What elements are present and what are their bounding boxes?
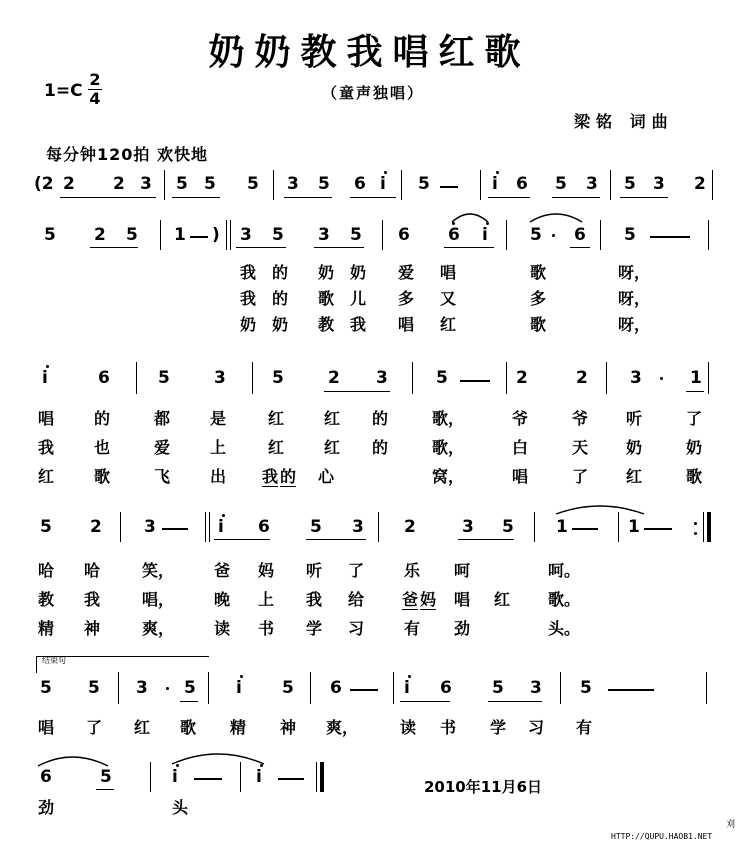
note: 6 — [398, 225, 410, 245]
note: 5 — [100, 767, 112, 787]
note: 6 — [258, 517, 270, 537]
lyric-char: 红 — [494, 590, 511, 609]
lyric-char: 书 — [440, 718, 457, 737]
lyric-char: 笑， — [142, 561, 175, 580]
note: i — [218, 517, 224, 537]
lyric-char: 头 — [172, 798, 189, 817]
lyric-char: 红 — [268, 438, 285, 457]
note: 2 — [90, 517, 102, 537]
lyric-char: 多 — [530, 289, 547, 308]
note: 3 — [630, 368, 642, 388]
lyric-char: 上 — [210, 438, 227, 457]
lyric-char: 呀， — [618, 289, 651, 308]
site-watermark: HTTP://QUPU.HAOB1.NET — [611, 832, 713, 841]
note: 3 — [144, 517, 156, 537]
note: 2 — [576, 368, 588, 388]
note: 5 — [44, 225, 56, 245]
lyric-char: 歌 — [530, 263, 547, 282]
lyric-char: 心 — [318, 467, 335, 486]
lyric-char: 妈 — [258, 561, 275, 580]
note: 3 — [352, 517, 364, 537]
note: i — [482, 225, 488, 245]
lyric-char: 红 — [134, 718, 151, 737]
stray-mark: 刈 — [726, 820, 736, 830]
lyric-char: 精 — [230, 718, 247, 737]
lyric-char: 爱 — [154, 438, 171, 457]
note: 3 — [376, 368, 388, 388]
note: 3 — [318, 225, 330, 245]
lyric-char: 歌， — [432, 438, 465, 457]
lyric-char: 的 — [272, 263, 289, 282]
note: 5 — [624, 174, 636, 194]
lyric-char: 歌 — [530, 315, 547, 334]
note: 3 — [240, 225, 252, 245]
note: 5 — [184, 678, 196, 698]
lyric-char: 唱 — [398, 315, 415, 334]
lyric-char: 出 — [210, 467, 227, 486]
lyric-char: 是 — [210, 409, 227, 428]
note: 5 — [502, 517, 514, 537]
lyric-char: 都 — [154, 409, 171, 428]
note: 2 — [63, 174, 75, 194]
lyric-char: 的 — [280, 467, 297, 486]
note: 1 — [556, 517, 568, 537]
lyric-char: 歌 — [686, 467, 703, 486]
lyric-char: 天 — [572, 438, 589, 457]
note: 5 — [272, 225, 284, 245]
lyric-char: 爸 — [402, 590, 419, 609]
lyric-char: 劲 — [454, 619, 471, 638]
lyric-char: 爸 — [214, 561, 231, 580]
lyric-char: 我 — [38, 438, 55, 457]
lyric-char: 红 — [626, 467, 643, 486]
lyric-char: 呀， — [618, 315, 651, 334]
lyric-char: 晚 — [214, 590, 231, 609]
lyric-char: 听 — [306, 561, 323, 580]
time-denominator: 4 — [89, 89, 101, 108]
note: 2 — [94, 225, 106, 245]
lyric-char: 我 — [262, 467, 279, 486]
note: 5 — [204, 174, 216, 194]
date-stamp: 2010年11月6日 — [424, 778, 543, 796]
lyric-char: 唱 — [38, 718, 55, 737]
note: 5 — [176, 174, 188, 194]
note: 3 — [586, 174, 598, 194]
lyric-char: 唱 — [454, 590, 471, 609]
note: 5 — [126, 225, 138, 245]
lyric-char: 听 — [626, 409, 643, 428]
lyric-char: 奶 — [626, 438, 643, 457]
note: 5 — [530, 225, 542, 245]
lyric-char: 头。 — [548, 619, 581, 638]
note: 3 — [653, 174, 665, 194]
lyric-char: 我 — [84, 590, 101, 609]
note: i — [236, 678, 242, 698]
note: 2 — [113, 174, 125, 194]
lyric-char: 唱， — [142, 590, 175, 609]
note: i — [42, 368, 48, 388]
note: 5 — [580, 678, 592, 698]
lyric-char: 红 — [38, 467, 55, 486]
lyric-char: 奶 — [318, 263, 335, 282]
lyric-char: 奶 — [350, 263, 367, 282]
lyric-char: 多 — [398, 289, 415, 308]
note: 5 — [555, 174, 567, 194]
lyric-char: 又 — [440, 289, 457, 308]
lyric-char: 呀， — [618, 263, 651, 282]
note: 3 — [287, 174, 299, 194]
lyric-char: 哈 — [38, 561, 55, 580]
note: 6 — [354, 174, 366, 194]
note: 6 — [98, 368, 110, 388]
lyric-char: 教 — [38, 590, 55, 609]
note: 2 — [694, 174, 706, 194]
lyric-char: 奶 — [272, 315, 289, 334]
lyric-char: 飞 — [154, 467, 171, 486]
lyric-char: 儿 — [350, 289, 367, 308]
lyric-char: 习 — [528, 718, 545, 737]
note: i — [404, 678, 410, 698]
lyric-char: 学 — [306, 619, 323, 638]
note: i — [172, 767, 178, 787]
lyric-char: 我 — [240, 263, 257, 282]
note: 2 — [516, 368, 528, 388]
note: i — [492, 174, 498, 194]
lyric-char: 爱 — [398, 263, 415, 282]
lyric-char: 了 — [86, 718, 103, 737]
lyric-char: 学 — [490, 718, 507, 737]
lyric-char: 唱 — [440, 263, 457, 282]
lyric-char: 也 — [94, 438, 111, 457]
lyric-char: 歌， — [432, 409, 465, 428]
song-subtitle: （童声独唱） — [322, 84, 425, 102]
note: 5 — [40, 678, 52, 698]
lyric-char: 呵 — [454, 561, 471, 580]
lyric-char: 歌 — [180, 718, 197, 737]
lyric-char: 窝， — [432, 467, 465, 486]
note: 2 — [328, 368, 340, 388]
lyric-char: 乐 — [404, 561, 421, 580]
song-title: 奶奶教我唱红歌 — [208, 32, 531, 73]
lyric-char: 了 — [572, 467, 589, 486]
tempo-marking: 每分钟120拍 欢快地 — [46, 145, 208, 164]
time-numerator: 2 — [89, 70, 101, 89]
lyric-char: 习 — [348, 619, 365, 638]
lyric-char: 神 — [84, 619, 101, 638]
note: 5 — [88, 678, 100, 698]
note: i — [256, 767, 262, 787]
note: 3 — [462, 517, 474, 537]
lyric-char: 了 — [348, 561, 365, 580]
note: 5 — [272, 368, 284, 388]
lyric-char: 歌 — [94, 467, 111, 486]
lyric-char: 爽， — [326, 718, 359, 737]
lyric-char: 有 — [404, 619, 421, 638]
note: 3 — [140, 174, 152, 194]
note: 1 — [174, 225, 186, 245]
lyric-char: 的 — [372, 409, 389, 428]
lyric-char: 读 — [214, 619, 231, 638]
lyric-char: 奶 — [686, 438, 703, 457]
note: 2 — [404, 517, 416, 537]
note: 5 — [310, 517, 322, 537]
note: 6 — [330, 678, 342, 698]
note: 6 — [516, 174, 528, 194]
lyric-char: 的 — [272, 289, 289, 308]
lyric-char: 爽， — [142, 619, 175, 638]
lyric-char: 红 — [324, 409, 341, 428]
lyric-char: 我 — [350, 315, 367, 334]
note: (2 — [34, 174, 54, 194]
note: 6 — [440, 678, 452, 698]
key-signature: 1=C — [44, 81, 83, 101]
lyric-char: 给 — [348, 590, 365, 609]
note: 5 — [282, 678, 294, 698]
lyric-char: 书 — [258, 619, 275, 638]
lyric-char: 唱 — [512, 467, 529, 486]
lyric-char: 妈 — [420, 590, 437, 609]
lyric-char: 了 — [686, 409, 703, 428]
closing-paren: ) — [212, 225, 220, 245]
note: 5 — [247, 174, 259, 194]
lyric-char: 的 — [94, 409, 111, 428]
note: 5 — [492, 678, 504, 698]
note: 6 — [40, 767, 52, 787]
note: 5 — [40, 517, 52, 537]
lyric-char: 歌。 — [548, 590, 581, 609]
note: 5 — [418, 174, 430, 194]
lyric-char: 精 — [38, 619, 55, 638]
lyric-char: 教 — [318, 315, 335, 334]
note: 3 — [214, 368, 226, 388]
lyric-char: 呵。 — [548, 561, 581, 580]
lyric-char: 红 — [268, 409, 285, 428]
ending-label: 结束句 — [42, 656, 66, 665]
lyric-char: 神 — [280, 718, 297, 737]
lyric-char: 白 — [512, 438, 529, 457]
lyric-char: 红 — [324, 438, 341, 457]
note: 3 — [136, 678, 148, 698]
composer-credit: 梁铭 词曲 — [574, 112, 674, 131]
lyric-char: 读 — [400, 718, 417, 737]
lyric-char: 劲 — [38, 798, 55, 817]
lyric-char: 我 — [306, 590, 323, 609]
note: 6 — [574, 225, 586, 245]
lyric-char: 唱 — [38, 409, 55, 428]
note: 5 — [158, 368, 170, 388]
note: 6 — [448, 225, 460, 245]
lyric-char: 我 — [240, 289, 257, 308]
note: 5 — [436, 368, 448, 388]
note: 3 — [530, 678, 542, 698]
note: 5 — [350, 225, 362, 245]
lyric-char: 爷 — [512, 409, 529, 428]
note: 1 — [690, 368, 702, 388]
lyric-char: 爷 — [572, 409, 589, 428]
lyric-char: 哈 — [84, 561, 101, 580]
lyric-char: 歌 — [318, 289, 335, 308]
note: 5 — [624, 225, 636, 245]
lyric-char: 上 — [258, 590, 275, 609]
note: i — [380, 174, 386, 194]
note: 1 — [628, 517, 640, 537]
lyric-char: 红 — [440, 315, 457, 334]
lyric-char: 的 — [372, 438, 389, 457]
note: 5 — [318, 174, 330, 194]
lyric-char: 奶 — [240, 315, 257, 334]
lyric-char: 有 — [576, 718, 593, 737]
